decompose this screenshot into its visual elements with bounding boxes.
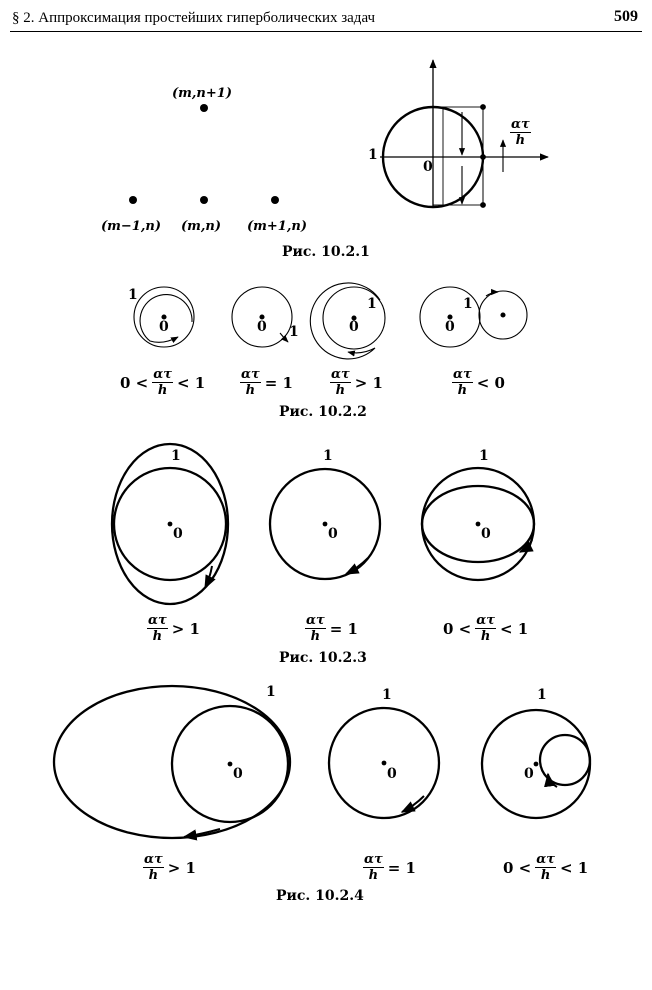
fig4-cond-1-num: ατ [144, 852, 163, 867]
fig2-cond-4 [452, 368, 505, 397]
fig2-cond-4-right: < 0 [476, 373, 505, 392]
fig2-cond-3-right: > 1 [354, 373, 383, 392]
fig3-cond-3-left: 0 < [443, 619, 472, 638]
stencil-label-top: (m,n+1) [172, 86, 232, 101]
fig2-cond-1-den: h [157, 383, 168, 398]
fig4-cond-3-den: h [540, 868, 551, 883]
fig4-cond-3-right: < 1 [560, 858, 589, 877]
fig3-cond-3-right: < 1 [500, 619, 529, 638]
fig2-p4-zero: 0 [445, 319, 455, 335]
fig3-cond-2-num: ατ [306, 613, 325, 628]
fig2-p2-one: 1 [289, 324, 299, 340]
fig2-p2-zero: 0 [257, 319, 267, 335]
figure-caption-10-2-2: Рис. 10.2.2 [279, 404, 367, 420]
stencil-label-center: (m,n) [181, 219, 222, 234]
running-header-title: § 2. Аппроксимация простейших гиперболических задач [12, 10, 376, 26]
fig4-p3-zero: 0 [524, 766, 534, 782]
fig2-panel-2 [232, 287, 292, 347]
fig4-panel-1 [54, 686, 290, 838]
figure-caption-10-2-3: Рис. 10.2.3 [279, 650, 367, 666]
fig4-panel-3 [482, 710, 590, 818]
stencil-point-right [271, 196, 279, 204]
fig4-p1-zero: 0 [233, 766, 243, 782]
fig2-cond-1-right: < 1 [177, 373, 206, 392]
fig2-p3-zero: 0 [349, 319, 359, 335]
fig3-p3-one: 1 [479, 448, 489, 464]
fig4-cond-1-den: h [148, 868, 159, 883]
fig3-cond-3 [443, 614, 528, 643]
fig2-cond-1-left: 0 < [120, 373, 149, 392]
fig1-ratio-den: h [515, 133, 526, 148]
fig2-cond-2-num: ατ [241, 367, 260, 382]
stencil-label-left: (m−1,n) [101, 219, 161, 234]
fig2-p1-one: 1 [128, 287, 138, 303]
fig3-panel-2 [270, 469, 380, 579]
fig4-p2-zero: 0 [387, 766, 397, 782]
fig3-cond-2 [305, 614, 358, 643]
fig2-p3-one: 1 [367, 296, 377, 312]
fig1-ratio [510, 118, 531, 147]
fig2-cond-3 [330, 368, 383, 397]
fig2-p4-one: 1 [463, 296, 473, 312]
fig4-p2-one: 1 [382, 687, 392, 703]
fig3-p1-one: 1 [171, 448, 181, 464]
fig2-cond-2-right: = 1 [264, 373, 293, 392]
fig1-origin-label: 0 [423, 159, 433, 175]
fig2-cond-3-den: h [335, 383, 346, 398]
fig4-cond-1 [143, 853, 196, 882]
fig2-panel-3 [310, 283, 385, 359]
fig4-cond-1-right: > 1 [167, 858, 196, 877]
fig3-p2-zero: 0 [328, 526, 338, 542]
page-number: 509 [614, 8, 638, 25]
fig2-cond-1-num: ατ [153, 367, 172, 382]
fig4-cond-3-num: ατ [536, 852, 555, 867]
fig3-p3-zero: 0 [481, 526, 491, 542]
fig2-panel-1 [134, 287, 194, 347]
fig3-p1-zero: 0 [173, 526, 183, 542]
stencil-point-left [129, 196, 137, 204]
fig4-cond-2-den: h [368, 868, 379, 883]
fig4-cond-2-right: = 1 [387, 858, 416, 877]
fig4-p3-one: 1 [537, 687, 547, 703]
fig3-cond-1-num: ατ [148, 613, 167, 628]
fig4-panel-2 [329, 708, 439, 818]
fig3-panel-1 [112, 444, 228, 604]
stencil-label-right: (m+1,n) [247, 219, 307, 234]
fig2-cond-4-den: h [457, 383, 468, 398]
fig4-cond-3 [503, 853, 588, 882]
fig3-cond-1-den: h [152, 629, 163, 644]
fig1-circle-label: 1 [368, 147, 378, 163]
fig3-cond-3-num: ατ [476, 613, 495, 628]
fig3-cond-3-den: h [480, 629, 491, 644]
fig2-p1-zero: 0 [159, 319, 169, 335]
fig2-cond-3-num: ατ [331, 367, 350, 382]
fig3-cond-2-den: h [310, 629, 321, 644]
fig3-cond-2-right: = 1 [329, 619, 358, 638]
fig3-cond-1 [147, 614, 200, 643]
fig4-cond-2 [363, 853, 416, 882]
fig2-cond-2-den: h [245, 383, 256, 398]
figure-caption-10-2-1: Рис. 10.2.1 [282, 244, 370, 260]
stencil-point-center [200, 196, 208, 204]
fig2-panel-4 [420, 287, 527, 347]
fig3-p2-one: 1 [323, 448, 333, 464]
fig3-panel-3 [422, 468, 534, 580]
fig1-ratio-num: ατ [511, 117, 530, 132]
fig2-cond-2 [240, 368, 293, 397]
fig2-cond-4-num: ατ [453, 367, 472, 382]
fig2-cond-1 [120, 368, 205, 397]
stencil-point-top [200, 104, 208, 112]
figure-caption-10-2-4: Рис. 10.2.4 [276, 888, 364, 904]
fig4-p1-one: 1 [266, 684, 276, 700]
fig4-cond-2-num: ατ [364, 852, 383, 867]
fig3-cond-1-right: > 1 [171, 619, 200, 638]
fig4-cond-3-left: 0 < [503, 858, 532, 877]
